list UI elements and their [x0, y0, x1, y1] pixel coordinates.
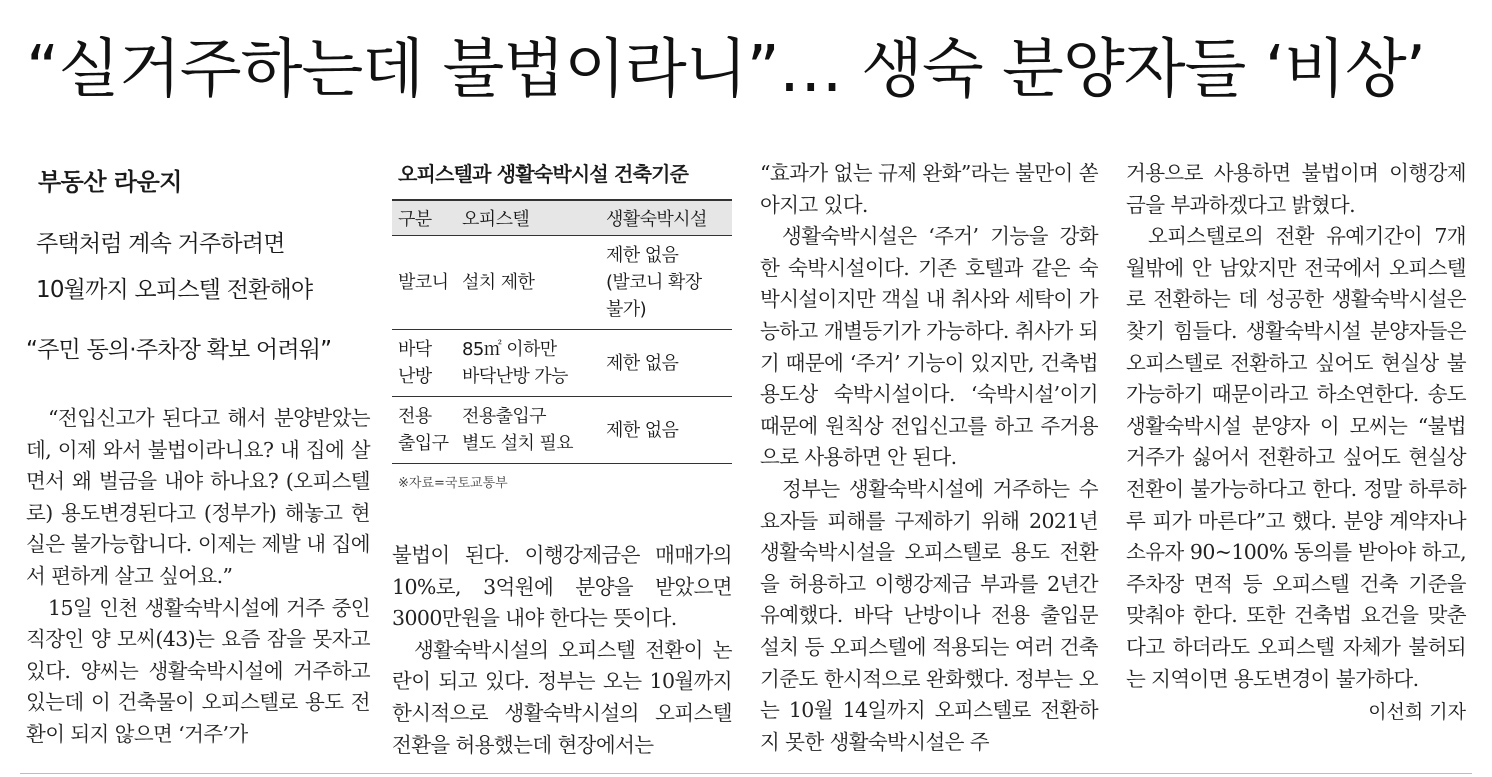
table-cell: 발코니 — [392, 236, 456, 330]
table-header: 오피스텔 — [456, 200, 600, 236]
paragraph: 불법이 된다. 이행강제금은 매매가의 10%로, 3억원에 분양을 받았으면 3000만원을 내야 한다는 뜻이다. — [392, 543, 732, 631]
table-row — [392, 397, 732, 464]
paragraph: “전입신고가 된다고 해서 분양받았는데, 이제 와서 불법이라니요? 내 집에 살면서 왜 벌금을 내야 하나요? (오피스텔로) 용도변경된다고 (정부가) 해놓고 현실은 불가능합니다. 이제는 제발 내 집에서 편하게 살고 싶어요.” — [26, 406, 370, 588]
column-1 — [26, 148, 370, 751]
table-cell: 바닥 난방 — [392, 330, 456, 397]
table-cell: 85㎡ 이하만 바닥난방 가능 — [456, 330, 600, 397]
comparison-table — [392, 199, 732, 464]
article-body-col3 — [760, 158, 1098, 758]
table-header-row — [392, 200, 732, 236]
paragraph: 생활숙박시설의 오피스텔 전환이 논란이 되고 있다. 정부는 오는 10월까지 한시적으로 생활숙박시설의 오피스텔 전환을 허용했는데 현장에서는 — [392, 637, 732, 757]
article-body-col4 — [1126, 158, 1466, 695]
byline: 이선희 기자 — [1368, 701, 1466, 724]
paragraph: 정부는 생활숙박시설에 거주하는 수요자들 피해를 구제하기 위해 2021년 생활숙박시설을 오피스텔로 용도 전환을 허용하고 이행강제금 부과를 2년간 유예했다. 바닥 난방이나 전용 출입문 설치 등 오피스텔에 적용되는 여러 건축 기준도 한시적으로 완화했다. 정부는 오는 10월 14일까지 오피스텔로 전환하지 못한 생활숙박시설은 주 — [760, 476, 1098, 754]
table-cell: 전용출입구 별도 설치 필요 — [456, 397, 600, 464]
column-2 — [392, 158, 732, 757]
column-3 — [760, 158, 1098, 758]
headline: “실거주하는데 불법이라니”… 생숙 분양자들 ‘비상’ — [26, 33, 1426, 107]
paragraph: 거용으로 사용하면 불법이며 이행강제금을 부과하겠다고 밝혔다. — [1126, 161, 1466, 217]
table-cell: 전용 출입구 — [392, 397, 456, 464]
paragraph: “효과가 없는 규제 완화”라는 불만이 쏟아지고 있다. — [760, 161, 1098, 217]
table-cell: 제한 없음 — [600, 330, 732, 397]
bottom-divider — [20, 773, 1472, 774]
paragraph: 15일 인천 생활숙박시설에 거주 중인 직장인 양 모씨(43)는 요즘 잠을 못자고 있다. 양씨는 생활숙박시설에 거주하고 있는데 이 건축물이 오피스텔로 용도 전환이 되지 않으면 ‘거주’가 — [26, 595, 370, 746]
table-header: 생활숙박시설 — [600, 200, 732, 236]
table-row — [392, 236, 732, 330]
table-title: 오피스텔과 생활숙박시설 건축기준 — [398, 162, 689, 186]
column-4 — [1126, 158, 1466, 724]
article-body-col1 — [26, 403, 370, 751]
table-source: ※자료=국토교통부 — [398, 476, 508, 491]
table-cell: 제한 없음 — [600, 397, 732, 464]
article-body-col2 — [392, 540, 732, 761]
section-kicker: 부동산 라운지 — [38, 168, 182, 196]
table-header: 구분 — [392, 200, 456, 236]
paragraph: 오피스텔로의 전환 유예기간이 7개월밖에 안 남았지만 전국에서 오피스텔로 전환하는 데 성공한 생활숙박시설은 찾기 힘들다. 생활숙박시설 분양자들은 오피스텔로 전환하고 싶어도 현실상 불가능하기 때문이라고 하소연한다. 송도 생활숙박시설 분양자 이 모씨는 “불법 거주가 싫어서 전환하고 싶어도 현실상 전환이 불가능하다고 한다. 정말 하루하루 피가 마른다”고 했다. 분양 계약자나 소유자 90~100% 동의를 받아야 하고, 주차장 면적 등 오피스텔 건축 기준을 맞춰야 한다. 또한 건축법 요건을 맞춘다고 하더라도 오피스텔 자체가 불허되는 지역이면 용도변경이 불가하다. — [1126, 224, 1466, 691]
paragraph: 생활숙박시설은 ‘주거’ 기능을 강화한 숙박시설이다. 기존 호텔과 같은 숙박시설이지만 객실 내 취사와 세탁이 가능하고 개별등기가 가능하다. 취사가 되기 때문에 ‘주거’ 기능이 있지만, 건축법 용도상 숙박시설이다. ‘숙박시설’이기 때문에 원칙상 전입신고를 하고 주거용으로 사용하면 안 된다. — [760, 224, 1098, 470]
table-cell: 설치 제한 — [456, 236, 600, 330]
table-cell: 제한 없음 (발코니 확장 불가) — [600, 236, 732, 330]
table-row — [392, 330, 732, 397]
subhead-line-2: 10월까지 오피스텔 전환해야 — [36, 277, 313, 303]
quote-subhead: “주민 동의·주차장 확보 어려워” — [26, 337, 332, 363]
subhead-line-1: 주택처럼 계속 거주하려면 — [36, 231, 285, 257]
